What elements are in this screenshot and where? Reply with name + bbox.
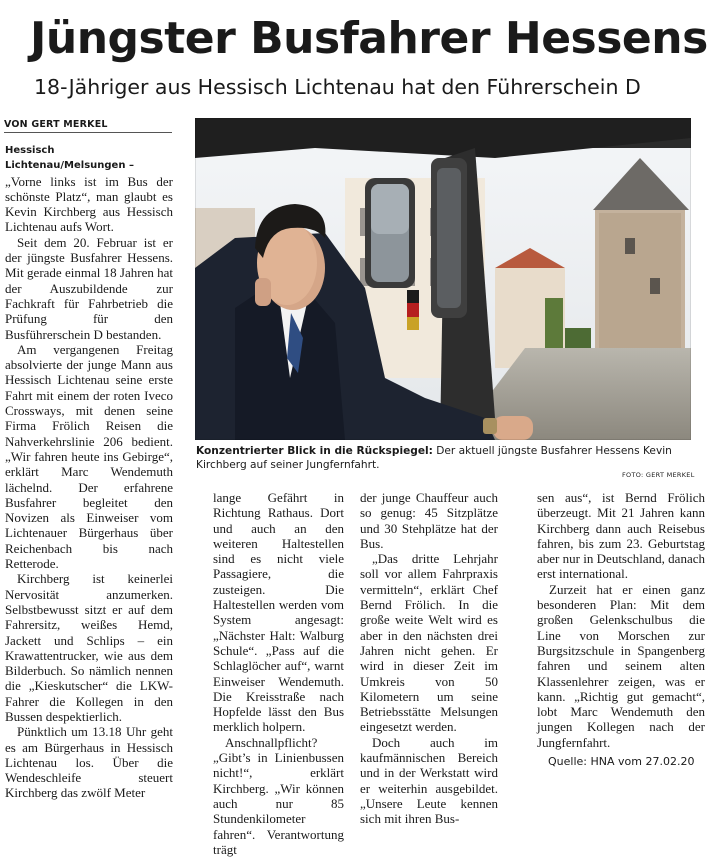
paragraph: „Vorne links ist im Bus der schönste Platz“, man glaubt es Kevin Kirchberg aus Hessisch Lichtenau aufs Wort. — [5, 173, 173, 235]
paragraph: lange Gefährt in Richtung Rathaus. Dort und auch an den weiteren Haltestellen sind es nicht viele Passagiere, die zusteigen. Die Haltestellen werden vom System angesagt: „Nächster Halt: Walburg Schule“. „Pass auf die Schlaglöcher auf“, warnt Einweiser Wendemuth. Die Kreisstraße nach Hopfelde lässt den Bus merklich holpern. — [213, 490, 344, 735]
photo-credit: FOTO: GERT MERKEL — [622, 471, 695, 479]
source-note: Quelle: HNA vom 27.02.20 — [548, 755, 695, 768]
headline: Jüngster Busfahrer Hessens — [30, 13, 708, 64]
caption-text: Der aktuell jüngste Busfahrer Hessens Kevin Kirchberg auf seiner Jungfernfahrt. — [196, 445, 672, 471]
article-column-1 — [5, 143, 173, 801]
photo-illustration — [195, 118, 691, 440]
article-column-3 — [360, 490, 498, 827]
paragraph: Kirchberg ist keinerlei Nervosität anzumerken. Selbstbewusst sitzt er auf dem Fahrersitz, weißes Hemd, Jackett und Schlips – ein Krawattentrucker, wie aus dem Bilderbuch. So nämlich nennen die „Kieskutscher“ die LKW-Fahrer die Kollegen in den Bussen despektierlich. — [5, 571, 173, 724]
paragraph: Pünktlich um 13.18 Uhr geht es am Bürgerhaus in Hessisch Lichtenau los. Über die Wendeschleife steuert Kirchberg das zwölf Meter — [5, 724, 173, 801]
paragraph: Zurzeit hat er einen ganz besonderen Plan: Mit dem großen Gelenkschulbus die Line von Morschen zur Burgsitzschule in Spangenberg fahren und seinem alten Klassenlehrer zeigen, was er kann. „Richtig gut gemacht“, lobt Marc Wendemuth den jungen Kollegen nach der Jungfernfahrt. — [537, 581, 705, 750]
paragraph: sen aus“, ist Bernd Frölich überzeugt. Mit 21 Jahren kann Kirchberg dann auch Reisebus fahren, bis zum 23. Geburtstag aber nur in Deutschland, danach erst international. — [537, 490, 705, 582]
paragraph: der junge Chauffeur auch so genug: 45 Sitzplätze und 30 Stehplätze hat der Bus. — [360, 490, 498, 551]
paragraph: Anschnallpflicht? „Gibt’s in Linienbussen nicht!“, erklärt Kirchberg. „Wir können auch nur 85 Stundenkilometer fahren“. Verantwortung trägt — [213, 734, 344, 857]
article-column-4 — [537, 490, 705, 750]
bus-driver-photo — [195, 118, 691, 440]
paragraph: Am vergangenen Freitag absolvierte der junge Mann aus Hessisch Lichtenau seine erste Fahrt mit einem der roten Iveco Crossways, mit denen seine Firma Frölich Reisen die Nahverkehrslinie 206 bedient. „Wir fahren heute ins Gebirge“, erklärt Marc Wendemuth lächelnd. Der erfahrene Busfahrer begleitet den Novizen als Einweiser vom Lichtenauer Bürgerhaus über Reichenbach bis nach Retterode. — [5, 341, 173, 572]
photo-caption — [196, 444, 692, 472]
paragraph: Seit dem 20. Februar ist er der jüngste Busfahrer Hessens. Mit gerade einmal 18 Jahren hat der Auszubildende zur Fachkraft für Fahrbetrieb die Prüfung für den Busführerschein D bestanden. — [5, 234, 173, 342]
byline: VON GERT MERKEL — [4, 119, 108, 130]
paragraph: Doch auch im kaufmännischen Bereich und in der Werkstatt wird er weiterhin ausgebildet. „Unsere Leute kennen sich mit ihren Bus- — [360, 734, 498, 827]
caption-lead: Konzentrierter Blick in die Rückspiegel: — [196, 445, 433, 457]
byline-rule — [4, 132, 172, 133]
dateline: Hessisch Lichtenau/Melsungen – — [5, 145, 134, 172]
paragraph: „Das dritte Lehrjahr soll vor allem Fahrpraxis vermitteln“, erklärt Chef Bernd Frölich. In die große weite Welt wird es aber in den nächsten drei Jahren nicht gehen. Er wird in dieser Zeit im Umkreis von 50 Kilometern um seine Betriebsstätte Melsungen eingesetzt werden. — [360, 551, 498, 735]
subheadline: 18-Jähriger aus Hessisch Lichtenau hat den Führerschein D — [34, 75, 641, 99]
article-column-2 — [213, 490, 344, 857]
